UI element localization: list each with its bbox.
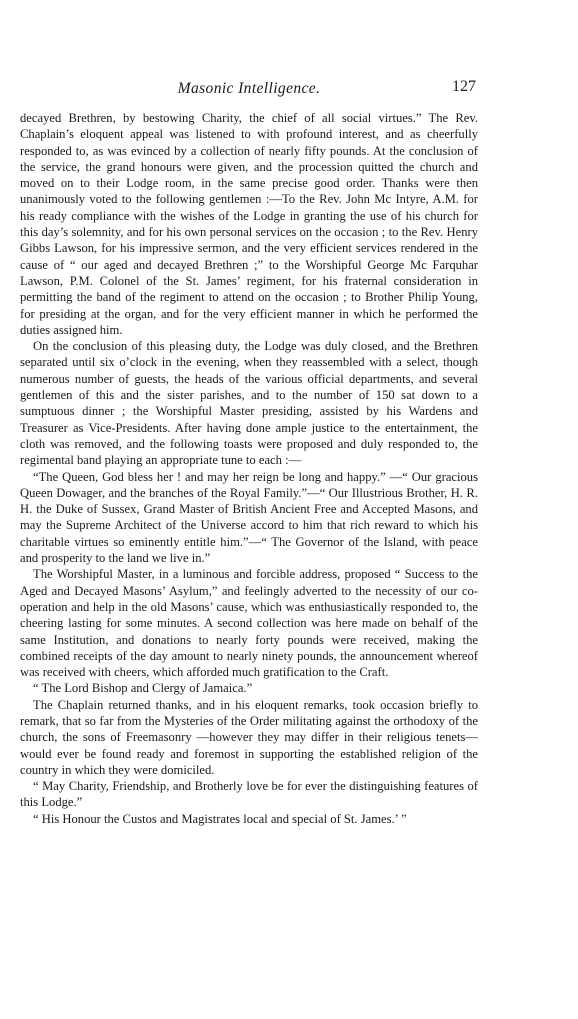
paragraph-8: “ His Honour the Custos and Magistrates local and special of St. James.’ ” (33, 811, 407, 826)
paragraph-5: “ The Lord Bishop and Clergy of Jamaica.” (33, 681, 253, 696)
paragraph-7: “ May Charity, Friendship, and Brotherly love be for ever the distinguishing features of this Lodge.” (20, 779, 478, 810)
paragraph-4: The Worshipful Master, in a luminous and forcible address, proposed “ Success to the Aged and Decayed Masons’ Asylum,” and feelingly adverted to the necessity of our co-operation and help in the old Masons’ cause, which was enthusiastically responded to, the cheering lasting for some minutes. A second collection was here made on behalf of the same Institution, and donations to nearly forty pounds were received, making the combined receipts of the day amount to nearly ninety pounds, the announcement whereof was received with cheers, which afforded much gratification to the Craft. (20, 567, 478, 680)
paragraph-3: “The Queen, God bless her ! and may her reign be long and happy.” —“ Our gracious Queen Dowager, and the branches of the Royal Family.”—“ Our Illustrious Brother, H. R. H. the Duke of Sussex, Grand Master of British Ancient Free and Accepted Masons, and may the Supreme Architect of the Universe accord to him that rich reward to which his charitable virtues so eminently entitle him.”—“ The Governor of the Island, with peace and prosperity to the land we live in.” (20, 469, 478, 566)
paragraph-1: decayed Brethren, by bestowing Charity, the chief of all social virtues.” The Rev. Chaplain’s eloquent appeal was listened to with profound interest, and as cheerfully responded to, as was evinced by a collection of nearly fifty pounds. At the conclusion of the service, the grand honours were given, and the procession quitted the church and moved on to their Lodge room, in the same precise good order. Thanks were then unanimously voted to the following gentlemen :—To the Rev. John Mc Intyre, A.M. for his ready compliance with the wishes of the Lodge in granting the use of his church for this day’s solemnity, and for his own personal services on the occasion ; to the Rev. Henry Gibbs Lawson, for his impressive sermon, and the very efficient services rendered in the cause of “ our aged and decayed Brethren ;” to the Worshipful George Mc Farquhar Lawson, P.M. Colonel of the St. James’ regiment, for his fraternal consideration in permitting the band of the regiment to attend on the occasion ; to Brother Philip Young, for presiding at the organ, and for the very efficient manner in which he performed the duties assigned him. (20, 111, 478, 337)
book-page (20, 80, 478, 827)
page-number: 127 (452, 78, 476, 95)
paragraph-6: The Chaplain returned thanks, and in his eloquent remarks, took occasion briefly to remark, that so far from the Mysteries of the Order militating against the orthodoxy of the church, the sons of Freemasonry —however they may differ in their religious tenets—would ever be found ready and foremost in supporting the established religion of the country in which they were domiciled. (20, 697, 478, 777)
running-title: Masonic Intelligence. (177, 80, 321, 97)
body-text (20, 110, 478, 827)
running-head (20, 80, 478, 102)
paragraph-2: On the conclusion of this pleasing duty, the Lodge was duly closed, and the Brethren separated until six o’clock in the evening, when they reassembled with a select, though numerous number of guests, the heads of the various official departments, and several gentlemen of this and the sister parishes, and to the number of 150 sat down to a sumptuous dinner ; the Worshipful Master presiding, assisted by his Wardens and Treasurer as Vice-Presidents. After having done ample justice to the entertainment, the cloth was removed, and the following toasts were proposed and duly responded to, the regimental band playing an appropriate tune to each :— (20, 339, 478, 468)
